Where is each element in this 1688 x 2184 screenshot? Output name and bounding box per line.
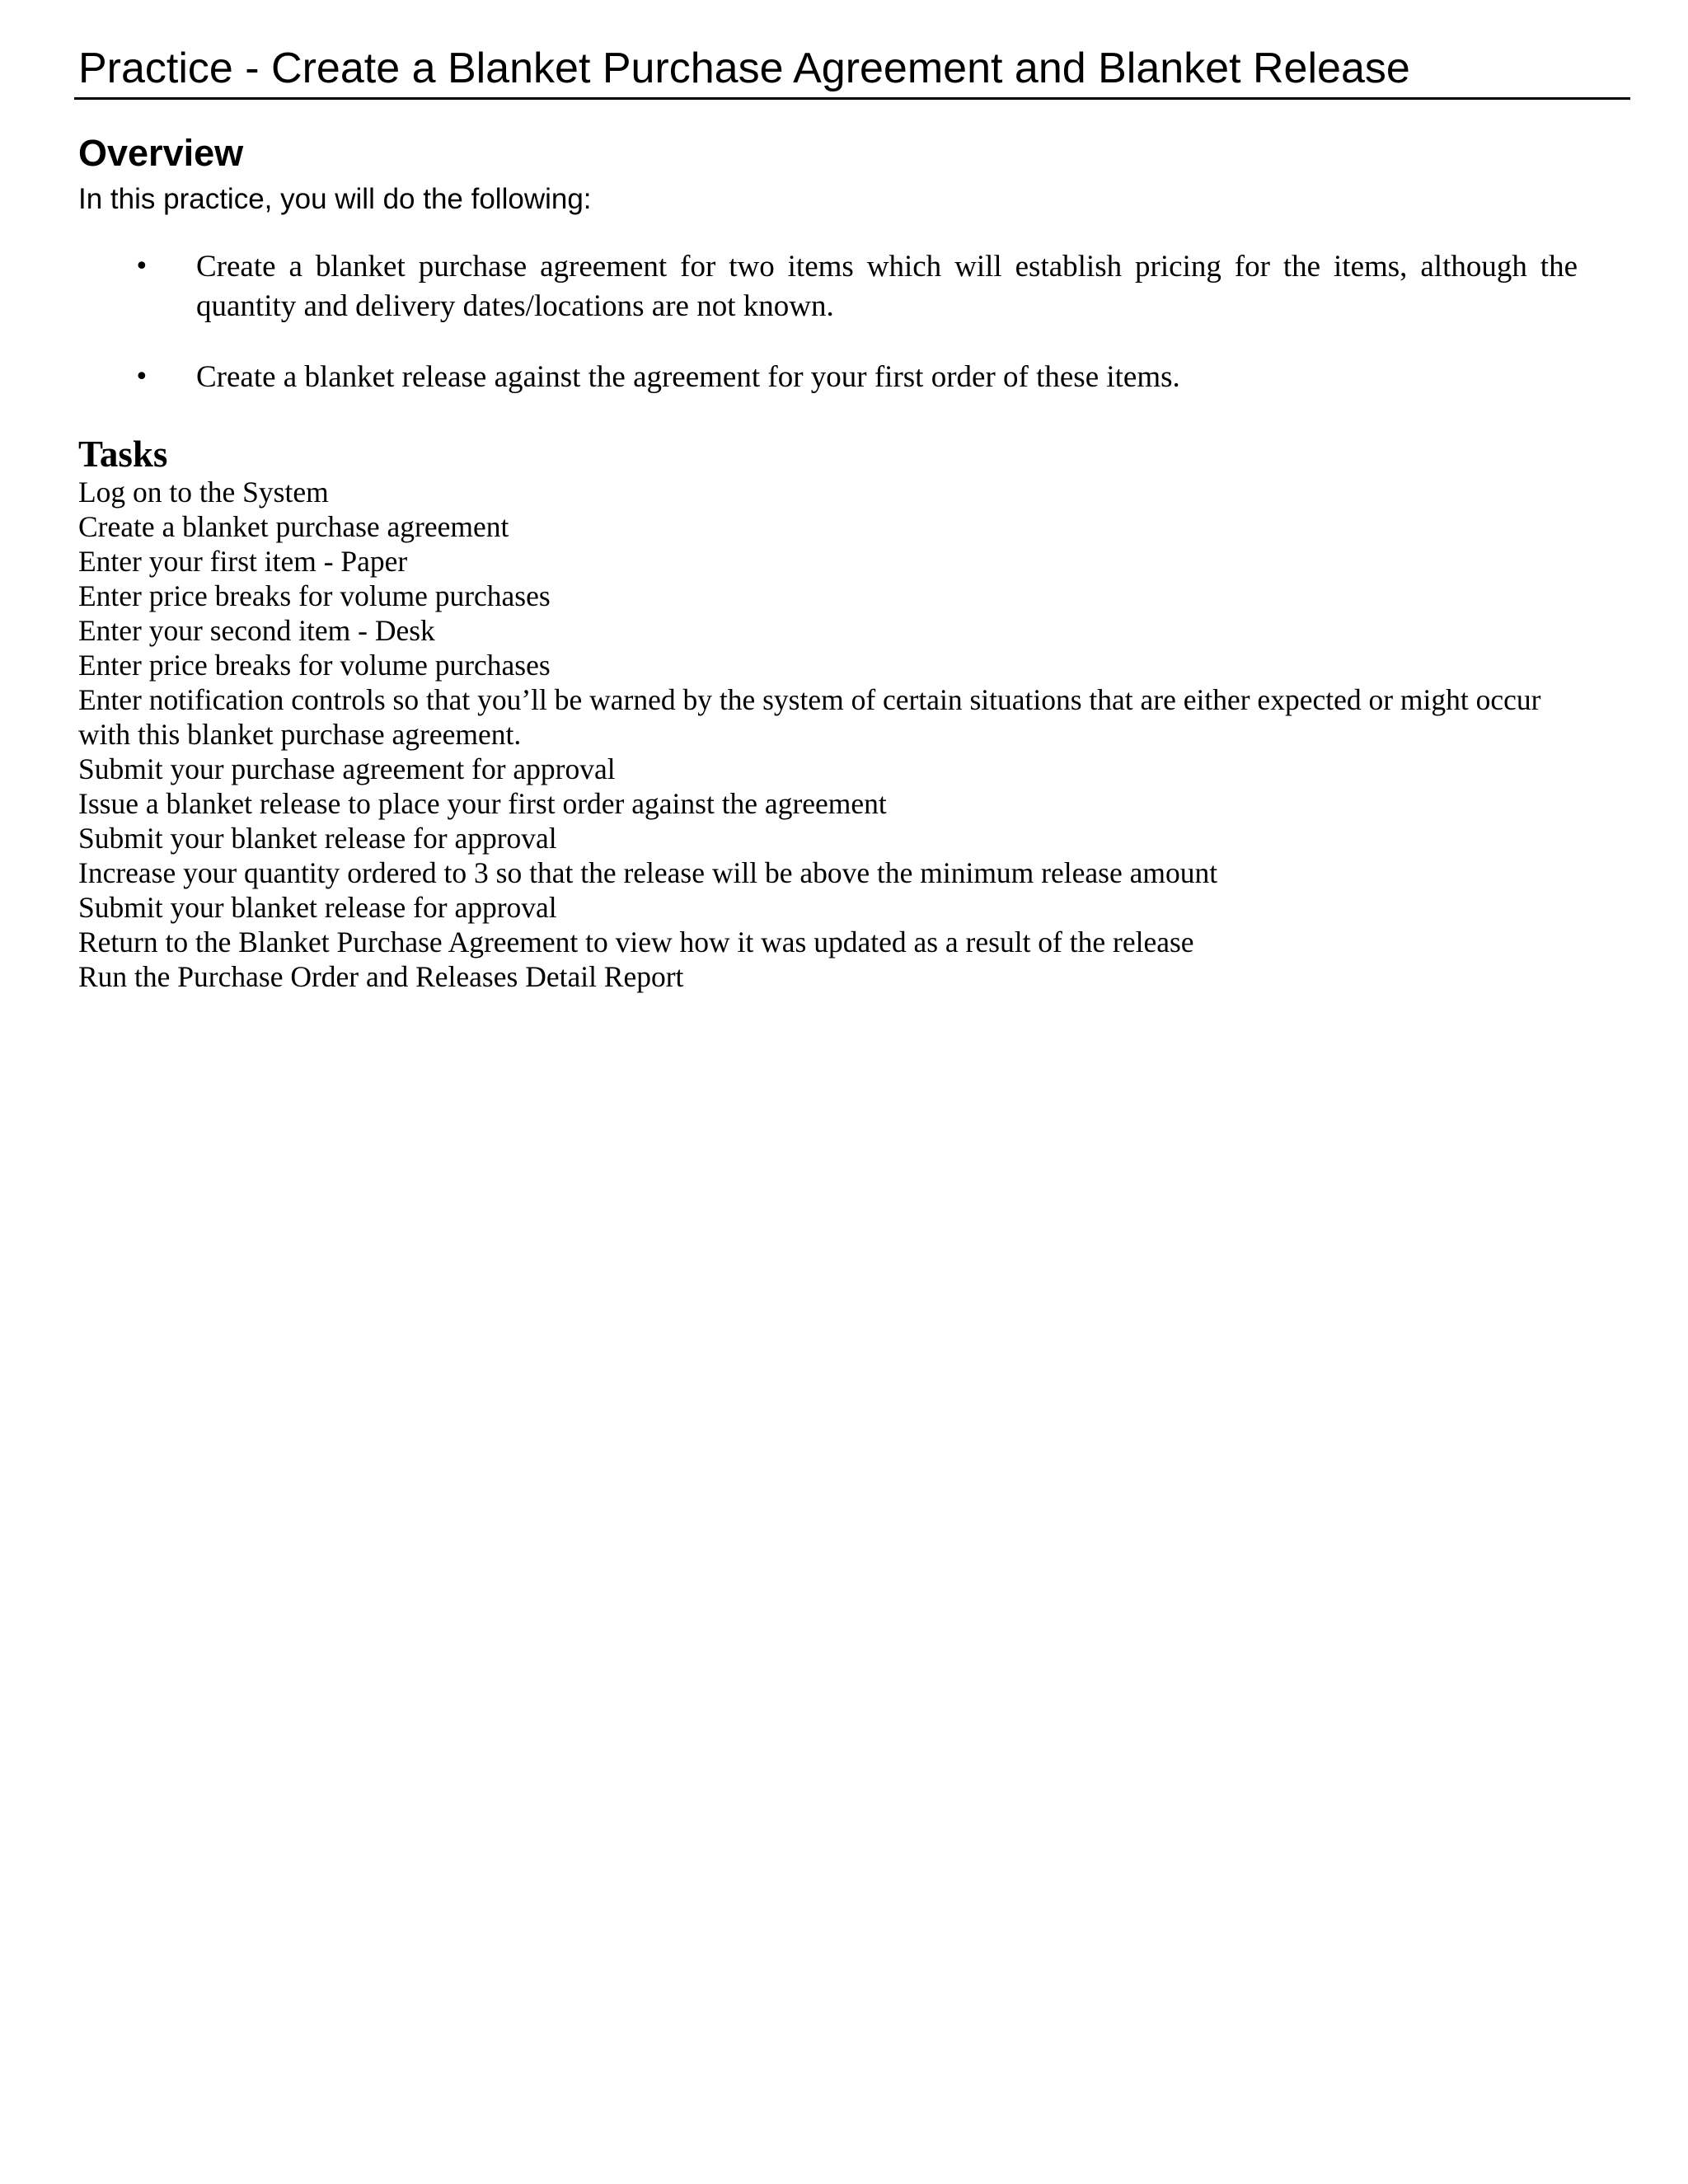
overview-heading: Overview [78,132,244,174]
overview-bullet-text: Create a blanket release against the agreement for your first order of these items. [196,360,1180,394]
task-item: Submit your purchase agreement for approval [78,752,616,785]
task-item: Issue a blanket release to place your first order against the agreement [78,787,887,820]
bullet-icon: • [134,252,149,281]
task-item: Enter price breaks for volume purchases [78,579,551,612]
page-title: Practice - Create a Blanket Purchase Agreement and Blanket Release [78,45,1410,92]
bullet-icon: • [134,363,149,391]
task-item: Enter your second item - Desk [78,614,435,647]
task-item: Submit your blanket release for approval [78,891,557,924]
tasks-heading: Tasks [78,434,168,475]
task-item: Return to the Blanket Purchase Agreement to view how it was updated as a result of the release [78,926,1194,958]
title-divider [74,97,1630,100]
overview-bullet-item [0,358,1578,397]
task-item: Enter notification controls so that you’ll be warned by the system of certain situations that are either expected or might occur with this blanket purchase agreement. [78,683,1541,751]
overview-bullet-text: Create a blanket purchase agreement for two items which will establish pricing for the items, although the quantity and delivery dates/locations are not known. [196,250,1578,323]
task-item: Increase your quantity ordered to 3 so that the release will be above the minimum release amount [78,856,1218,889]
task-item: Run the Purchase Order and Releases Detail Report [78,960,684,993]
overview-intro: In this practice, you will do the following: [78,183,592,215]
overview-bullet-list [0,247,1688,429]
task-item: Enter price breaks for volume purchases [78,649,551,682]
task-item: Create a blanket purchase agreement [78,510,509,543]
task-item: Log on to the System [78,476,329,509]
overview-bullet-item [0,247,1578,326]
task-item: Enter your first item - Paper [78,545,408,578]
task-list [78,475,1587,994]
task-item: Submit your blanket release for approval [78,822,557,855]
